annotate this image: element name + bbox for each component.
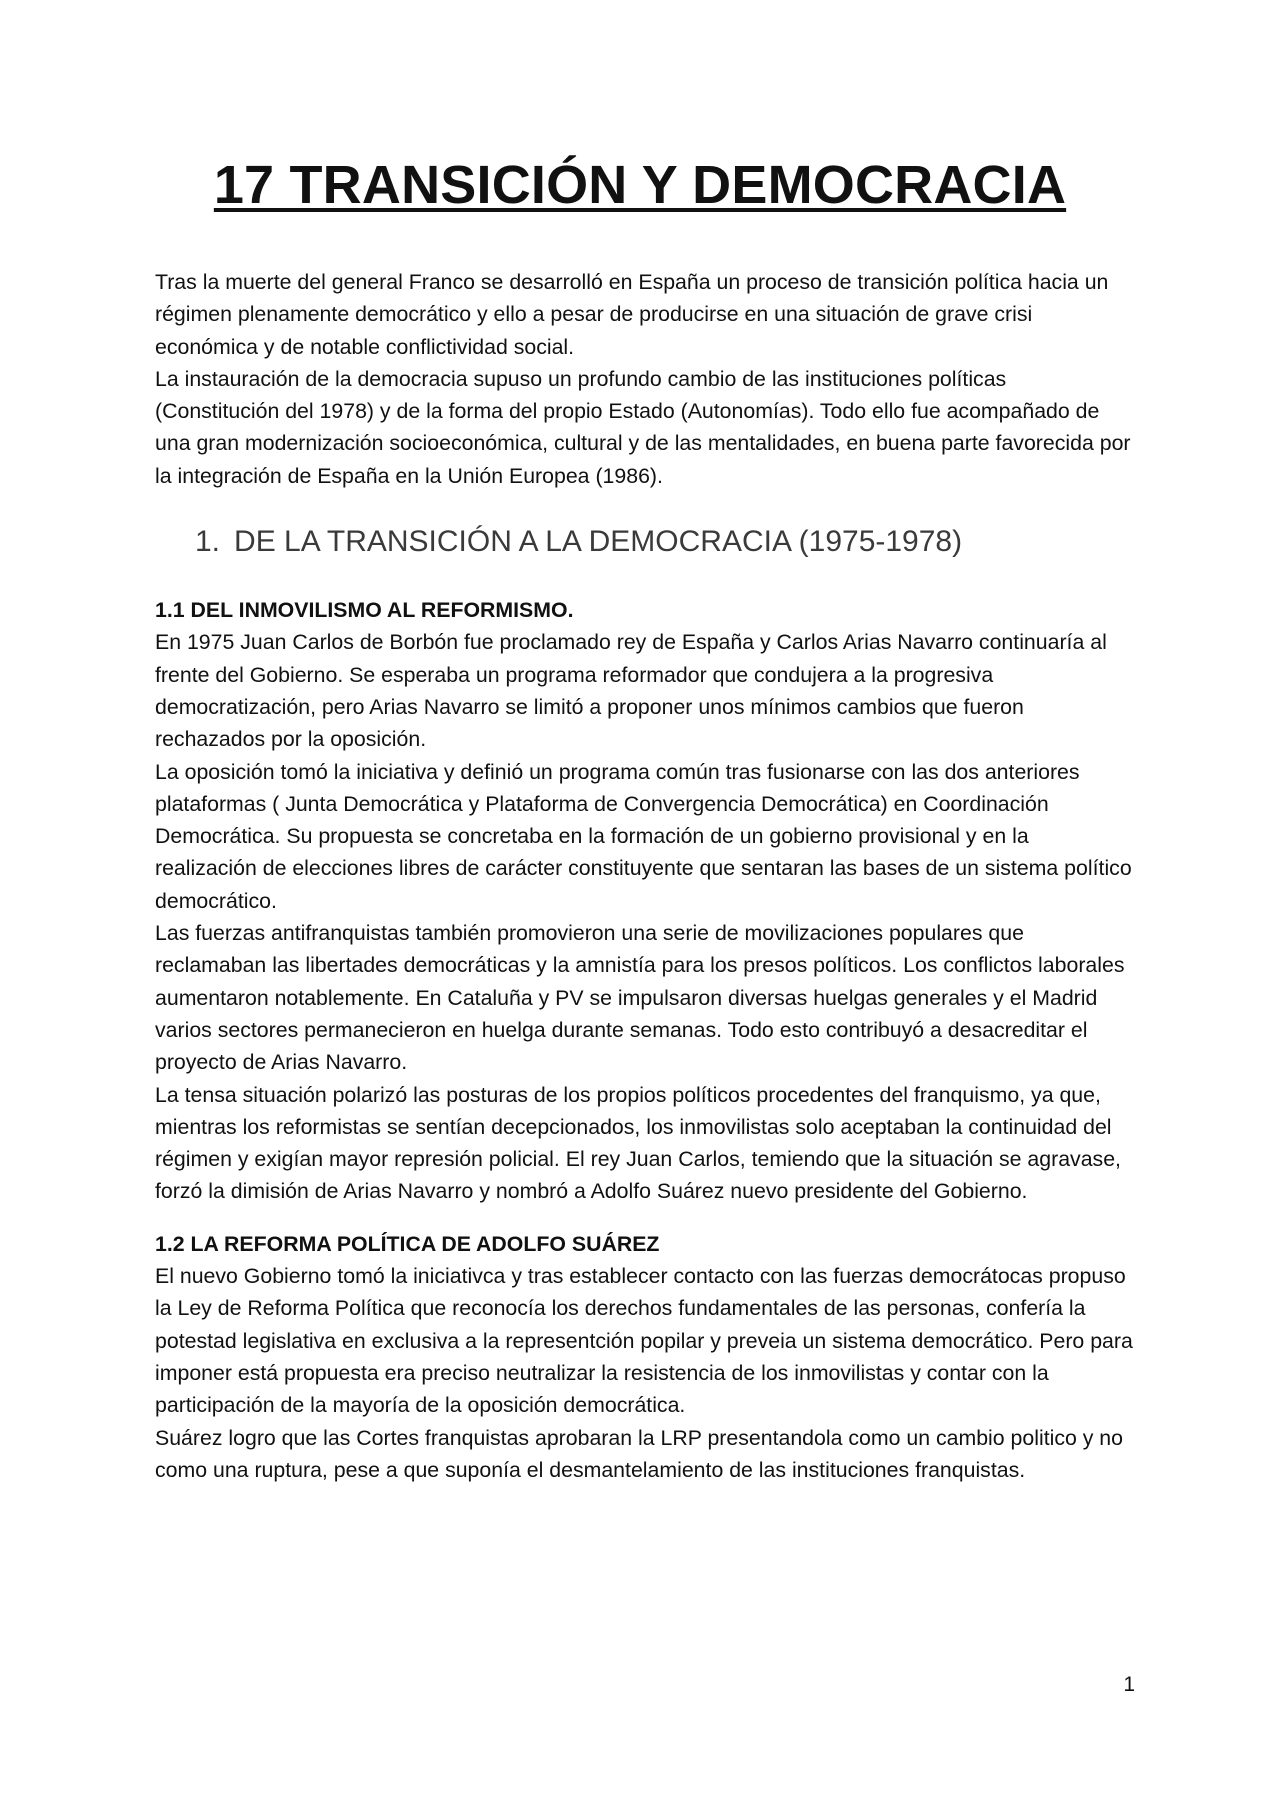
body-paragraph: En 1975 Juan Carlos de Borbón fue proclamado rey de España y Carlos Arias Navarro continuaría al frente del Gobierno. Se esperaba un programa reformador que condujera a la progresiva democratización, pero Arias Navarro se limitó a proponer unos mínimos cambios que fueron rechazados por la oposición. [155,630,1107,752]
section-title: DE LA TRANSICIÓN A LA DEMOCRACIA (1975-1978) [234,525,963,559]
section-number: 1. [195,525,221,559]
subsection-heading: 1.2 LA REFORMA POLÍTICA DE ADOLFO SUÁREZ [155,1231,660,1256]
body-paragraph: La oposición tomó la iniciativa y definió un programa común tras fusionarse con las dos anteriores plataformas ( Junta Democrática y Plataforma de Convergencia Democrática) en Coordinación Democrática. Su propuesta se concretaba en la formación de un gobierno provisional y en la realización de elecciones libres de carácter constituyente que sentaran las bases de un sistema político democrático. [155,759,1132,913]
subsection-heading: 1.1 DEL INMOVILISMO AL REFORMISMO. [155,598,574,623]
body-paragraph: Suárez logro que las Cortes franquistas aprobaran la LRP presentandola como un cambio politico y no como una ruptura, pese a que suponía el desmantelamiento de las instituciones franquistas. [155,1425,1123,1482]
document-title: 17 TRANSICIÓN Y DEMOCRACIA [213,155,1067,215]
document-body [155,266,1135,1486]
intro-paragraph: Tras la muerte del general Franco se desarrolló en España un proceso de transición política hacia un régimen plenamente democrático y ello a pesar de producirse en una situación de grave crisi económica y de notable conflictividad social. [155,270,1109,359]
body-paragraph: El nuevo Gobierno tomó la iniciativca y tras establecer contacto con las fuerzas democrátocas propuso la Ley de Reforma Política que reconocía los derechos fundamentales de las personas, confería la potestad legislativa en exclusiva a la representción popilar y preveia un sistema democrático. Pero para imponer está propuesta era preciso neutralizar la resistencia de los inmovilistas y contar con la participación de la mayoría de la oposición democrática. [155,1264,1133,1418]
body-paragraph: La tensa situación polarizó las posturas de los propios políticos procedentes del franquismo, ya que, mientras los reformistas se sentían decepcionados, los inmovilistas solo aceptaban la continuidad del régimen y exigían mayor represión policial. El rey Juan Carlos, temiendo que la situación se agravase, forzó la dimisión de Arias Navarro y nombró a Adolfo Suárez nuevo presidente del Gobierno. [155,1082,1121,1204]
section-heading [155,512,1135,572]
body-paragraph: Las fuerzas antifranquistas también promovieron una serie de movilizaciones populares que reclamaban las libertades democráticas y la amnistía para los presos políticos. Los conflictos laborales aumentaron notablemente. En Cataluña y PV se impulsaron diversas huelgas generales y el Madrid varios sectores permanecieron en huelga durante semanas. Todo esto contribuyó a desacreditar el proyecto de Arias Navarro. [155,921,1125,1075]
page-number: 1 [1123,1673,1135,1696]
intro-paragraph: La instauración de la democracia supuso un profundo cambio de las instituciones políticas (Constitución del 1978) y de la forma del propio Estado (Autonomías). Todo ello fue acompañado de una gran modernización socioeconómica, cultural y de las mentalidades, en buena parte favorecida por la integración de España en la Unión Europea (1986). [155,366,1131,488]
